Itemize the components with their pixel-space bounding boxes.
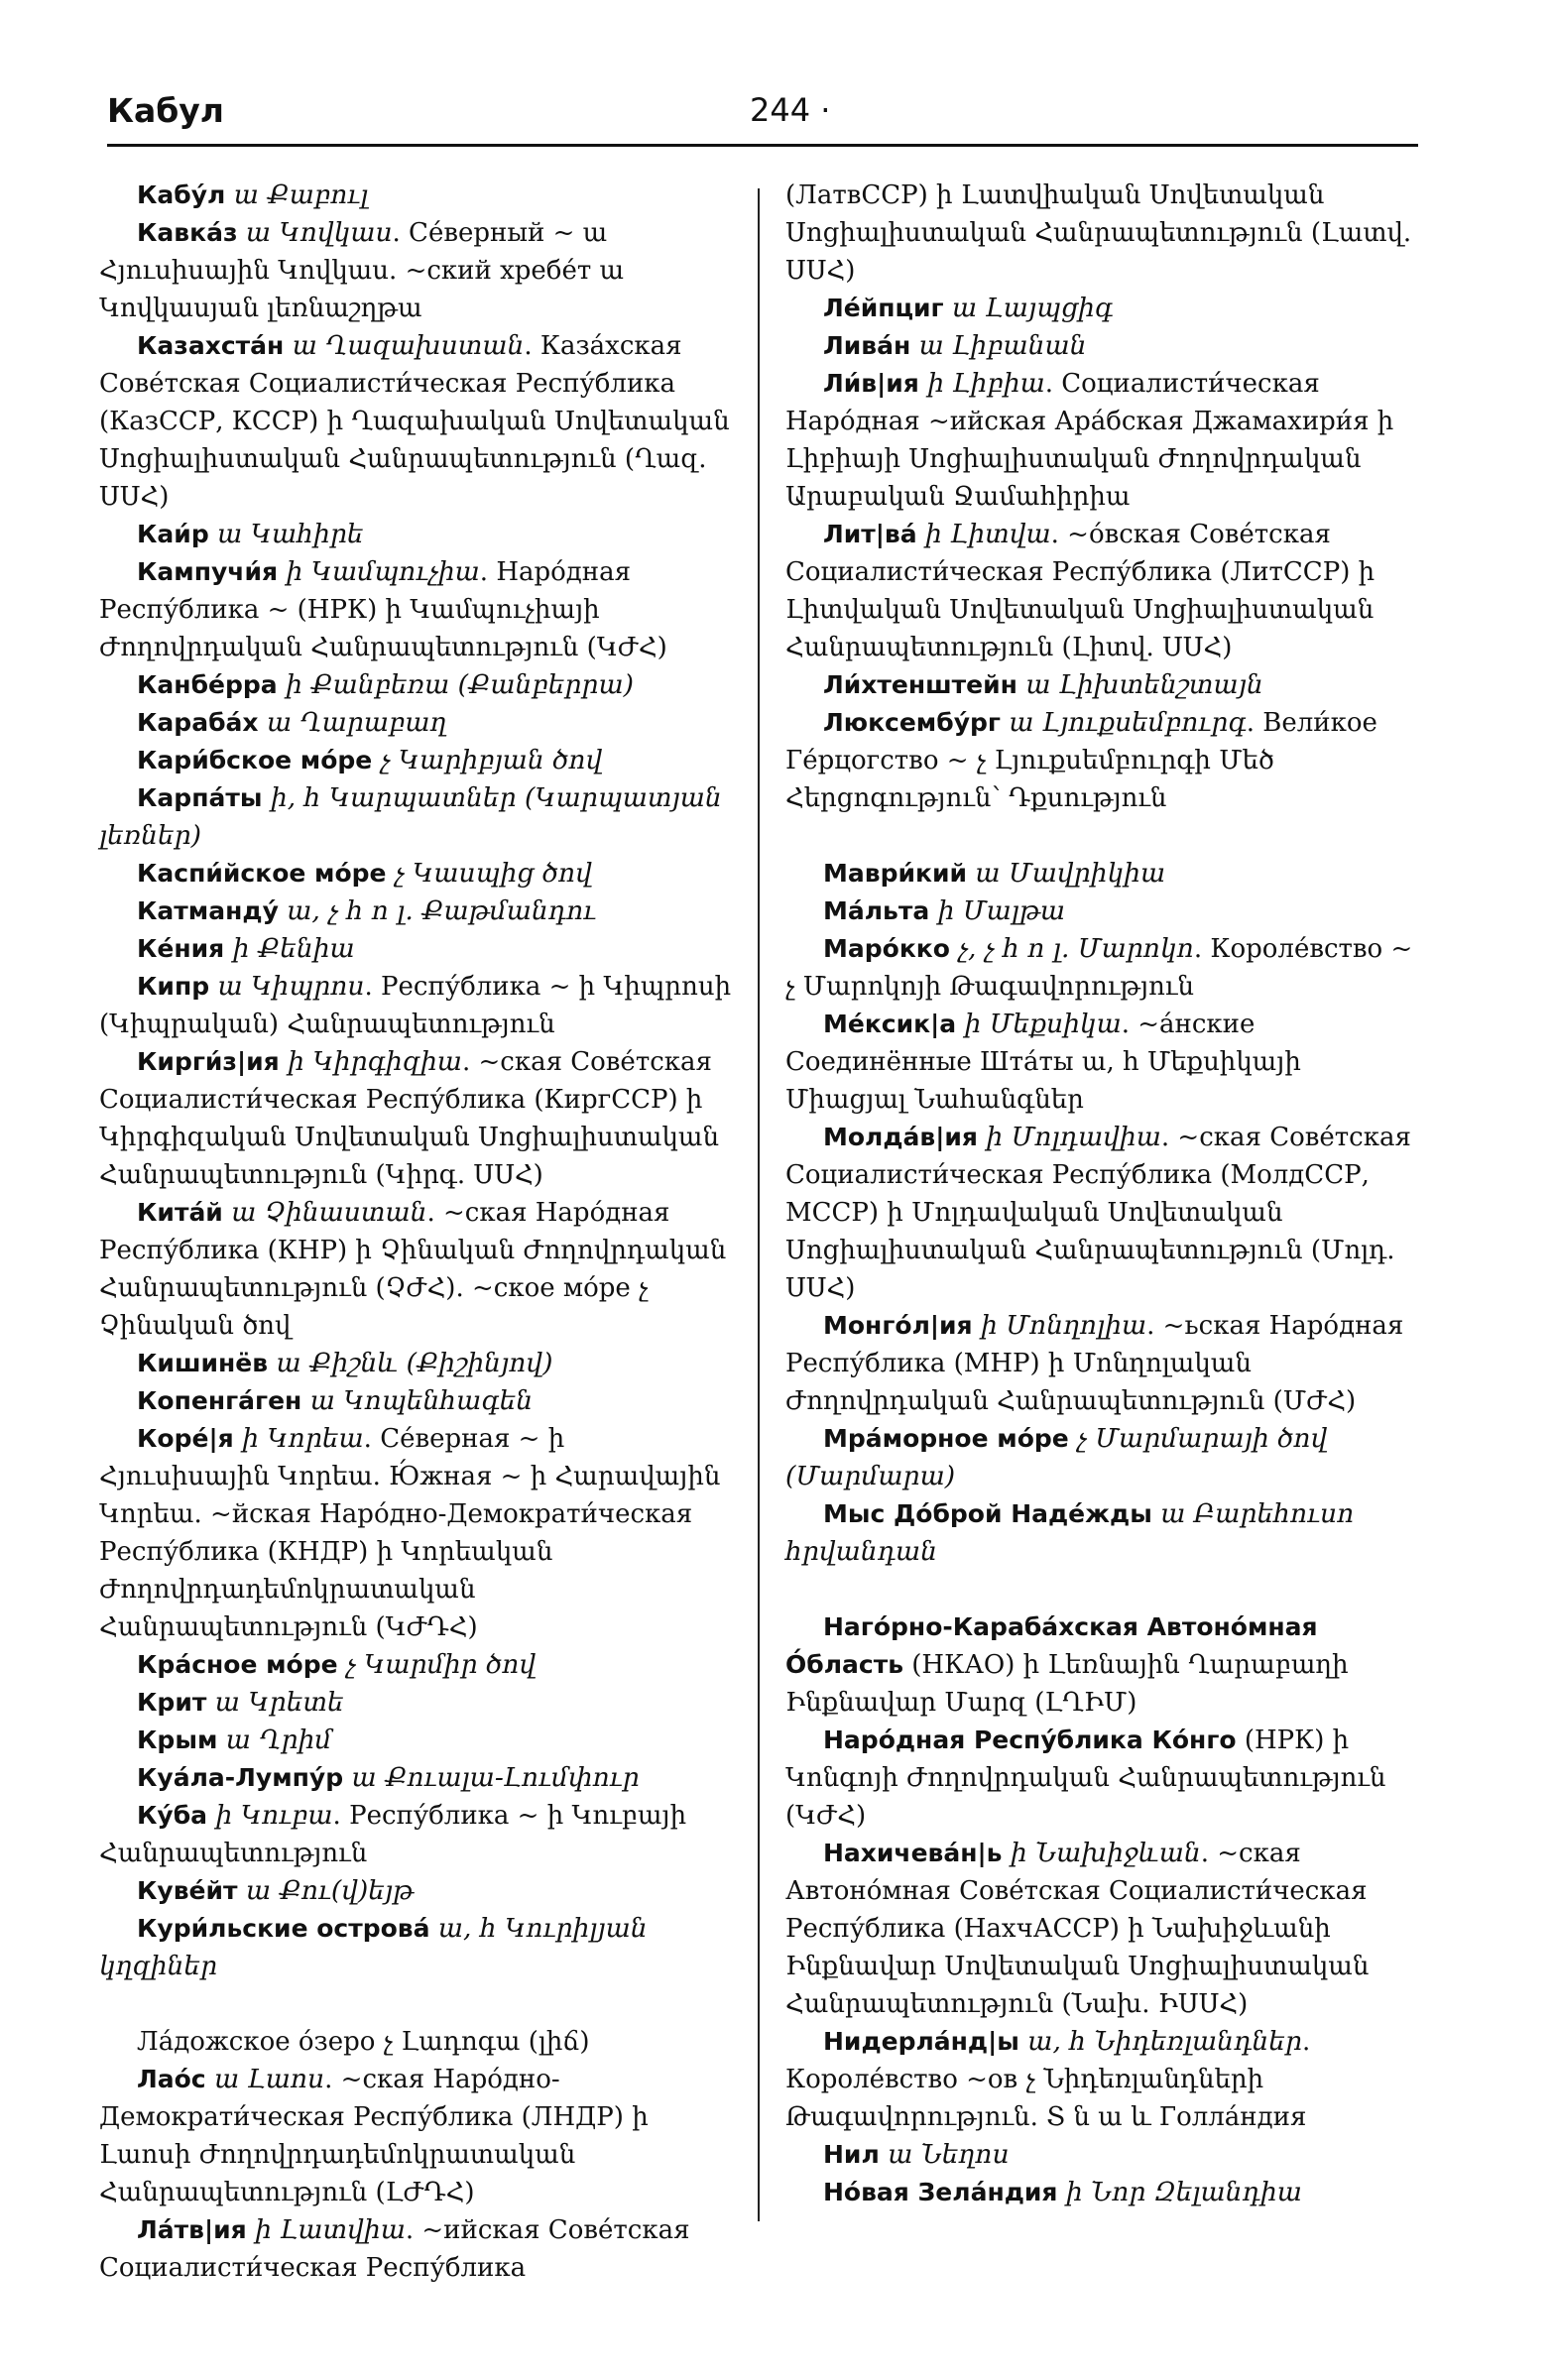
entry-translation: ա Բարեհուսո հրվանդան (785, 1498, 1355, 1567)
page-header (107, 91, 1416, 137)
entry-phrase: (ЛатвССР) ի Լատվիական Սովետական Սոցիալիստական Հանրապետություն (Լատվ. ՍՍՀ) (785, 180, 1412, 286)
dictionary-entry (99, 516, 734, 553)
dictionary-entry (785, 2174, 1420, 2211)
entry-translation: չ Կարմիր ծով (337, 1649, 537, 1680)
entry-translation: ա Քուալա-Լումփուր (343, 1762, 640, 1793)
entry-translation: ա Լայպցիգ (943, 293, 1114, 323)
entry-translation: ի Լատվիա (246, 2214, 406, 2245)
entry-translation: ի Քանբեռա (Քանբերրա) (277, 669, 634, 700)
entry-phrase: . Наро́дная Респу́блика ~ (НРК) ի Կամպուչիայի Ժողովրդական Հանրապետություն (ԿԺՀ) (99, 557, 667, 662)
entry-translation: ա Կովկաս (237, 217, 393, 248)
entry-phrase: . Вели́кое Ге́рцогство ~ չ Լյուքսեմբուրգի Մեծ Հերցոգություն՝ Դքսություն (785, 708, 1377, 813)
left-column (99, 177, 734, 2287)
entry-translation: ի Քենիա (224, 933, 355, 964)
dictionary-entry (785, 930, 1420, 1006)
entry-phrase: (НКАО) ի Լեռնային Ղարաբաղի Ինքնավար Մարզ (ԼՂԻՄ) (785, 1650, 1349, 1718)
dictionary-entry (99, 1797, 734, 1872)
dictionary-entry (99, 1382, 734, 1420)
dictionary-entry (785, 365, 1420, 516)
entry-phrase: . ~а́нские Соединённые Шта́ты ա, հ Մեքսիկայի Միացյալ Նահանգներ (785, 1010, 1301, 1115)
entry-headword: Ле́йпциг (823, 294, 944, 322)
dictionary-entry (785, 2136, 1420, 2174)
entry-headword: Монго́л|ия (823, 1311, 973, 1340)
dictionary-entry (99, 1684, 734, 1722)
entry-translation: ա Կոպենհագեն (301, 1385, 534, 1416)
entry-translation: ա Կահիրե (208, 519, 364, 549)
entry-headword: Люксембу́рг (823, 708, 1001, 737)
entry-headword: Катманду́ (137, 896, 279, 925)
dictionary-entry (785, 1006, 1420, 1119)
dictionary-entry (785, 290, 1420, 327)
entry-translation: ի Մալթա (929, 895, 1065, 926)
entry-headword: Ма́льта (823, 896, 930, 925)
entry-headword: Кирги́з|ия (137, 1047, 280, 1076)
dictionary-entry (99, 2061, 734, 2211)
entry-translation: ի, հ Կարպատներ (Կարպատյան լեռներ) (99, 782, 722, 851)
dictionary-entry (99, 1759, 734, 1797)
entry-headword: Кури́льские острова́ (137, 1914, 430, 1943)
entry-translation: ա Քաբուլ (225, 179, 369, 210)
entry-translation: ա Մավրիկիա (966, 858, 1166, 889)
dictionary-entry (99, 1420, 734, 1646)
entry-phrase: Ла́дожское о́зеро չ Լադոգա (լիճ) (137, 2027, 590, 2057)
entry-phrase: . Каза́хская Сове́тская Социалисти́ческая Респу́блика (КазССР, КССР) ի Ղազախական Սովետական Սոցիալիստական Հանրապետություն (Ղազ. ՍՍՀ) (99, 331, 730, 512)
entry-translation: ա Լիբանան (910, 330, 1087, 361)
dictionary-entry (785, 177, 1420, 290)
entry-headword: Ке́ния (137, 934, 225, 963)
entry-headword: Лао́с (137, 2065, 206, 2093)
entry-headword: Наго́рно-Караба́хская Автоно́мная О́бласть (785, 1612, 1318, 1679)
dictionary-entry (785, 1420, 1420, 1495)
entry-phrase: . ~ская Автоно́мная Сове́тская Социалисти́ческая Респу́блика (НахчАССР) ի Նախիջևանի Ինքնավար Սովետական Սոցիալիստական Հանրապետություն (Նախ. ԻՍՍՀ) (785, 1839, 1370, 2019)
entry-headword: Кита́й (137, 1198, 223, 1227)
entry-headword: Крым (137, 1726, 218, 1754)
dictionary-entry (99, 553, 734, 666)
entry-phrase: . Се́верный ~ ա Հյուսիսային Կովկաս. ~ский хребе́т ա Կովկասյան լեռնաշղթա (99, 218, 625, 323)
entry-phrase: . Короле́вство ~ չ Մարոկոյի Թագավորություն (785, 934, 1413, 1002)
entry-headword: Ку́ба (137, 1801, 208, 1830)
entry-translation: ա, հ Նիդեռլանդներ (1018, 2026, 1302, 2057)
entry-headword: Маро́кко (823, 934, 950, 963)
dictionary-entry (99, 1043, 734, 1194)
entry-phrase: . Социалисти́ческая Наро́дная ~ийская Ара́бская Джамахири́я ի Լիբիայի Սոցիալիստական Ժողովրդական Արաբական Ջամահիրիա (785, 369, 1394, 512)
dictionary-entry (99, 1722, 734, 1759)
entry-headword: Ли́хтенштейн (823, 670, 1017, 699)
entry-translation: ա Լաոս (205, 2064, 325, 2094)
entry-headword: Нахичева́н|ь (823, 1839, 1003, 1867)
entry-headword: Лит|ва́ (823, 520, 917, 548)
entry-phrase: . ~ская Наро́дная Респу́блика (КНР) ի Չինական Ժողովրդական Հանրապետություն (ՉԺՀ). ~ское мо́ре չ Չինական ծով (99, 1198, 727, 1341)
entry-headword: Кра́сное мо́ре (137, 1650, 338, 1679)
entry-translation: ա, հ Կուրիլյան կղզիներ (99, 1913, 648, 1981)
dictionary-entry (99, 2211, 734, 2287)
dictionary-entry (99, 214, 734, 327)
dictionary-entry (99, 704, 734, 742)
entry-headword: Нидерла́нд|ы (823, 2027, 1019, 2056)
dictionary-entry (99, 327, 734, 516)
entry-translation: ա Կրետե (206, 1687, 344, 1718)
entry-translation: չ Մարմարայի ծով (Մարմարա) (785, 1423, 1328, 1491)
entry-translation: ի Մոլդավիա (977, 1122, 1161, 1152)
entry-phrase: . ~о́вская Сове́тская Социалисти́ческая Респу́блика (ЛитССР) ի Լիտվական Սովետական Սոցիալիստական Հանրապետություն (Լիտվ. ՍՍՀ) (785, 520, 1376, 662)
entry-headword: Канбе́рра (137, 670, 278, 699)
dictionary-entry (99, 177, 734, 214)
dictionary-entry (785, 855, 1420, 892)
entry-translation: ա Ղարաբաղ (258, 707, 447, 738)
page-number: 244 · (750, 91, 831, 129)
dictionary-entry (99, 742, 734, 779)
entry-headword: Кишинёв (137, 1349, 269, 1377)
entry-headword: Ме́ксик|а (823, 1010, 957, 1038)
dictionary-entry (785, 1608, 1420, 1722)
right-column (785, 177, 1420, 2211)
entry-translation: ի Նոր Զելանդիա (1057, 2177, 1302, 2207)
entry-headword: Мыс До́брой Наде́жды (823, 1499, 1152, 1528)
entry-headword: Казахста́н (137, 331, 285, 360)
entry-translation: ի Լիտվա (916, 519, 1051, 549)
dictionary-entry (99, 1646, 734, 1684)
entry-headword: Нил (823, 2140, 880, 2169)
entry-translation: ա Կիպրոս (209, 971, 365, 1002)
entry-translation: ա, չ հ ո լ. Քաթմանդու (278, 895, 597, 926)
section-gap (785, 817, 1420, 855)
entry-headword: Ли́в|ия (823, 369, 919, 398)
dictionary-entry (99, 855, 734, 892)
entry-translation: չ Կարիբյան ծով (372, 745, 603, 775)
entry-headword: Каспи́йское мо́ре (137, 859, 387, 888)
entry-phrase: (НРК) ի Կոնգոյի Ժողովրդական Հանրապետություն (ԿԺՀ) (785, 1726, 1386, 1831)
entry-phrase: . ~ьская Наро́дная Респу́блика (МНР) ի Մոնղոլական Ժողովրդական Հանրապետություն (ՄԺՀ) (785, 1311, 1404, 1416)
dictionary-entry (99, 1872, 734, 1910)
dictionary-entry (99, 1345, 734, 1382)
entry-headword: Кавка́з (137, 218, 238, 247)
entry-translation: չ Կասպից ծով (386, 858, 592, 889)
entry-headword: Каи́р (137, 520, 209, 548)
dictionary-entry (785, 1495, 1420, 1571)
entry-translation: ի Նախիջևան (1002, 1838, 1201, 1868)
entry-translation: ա Չինաստան (222, 1197, 427, 1228)
entry-headword: Копенга́ген (137, 1386, 302, 1415)
entry-translation: ի Կուբա (207, 1800, 333, 1831)
entry-translation: ա Լիխտենշտայն (1017, 669, 1263, 700)
dictionary-entry (785, 666, 1420, 704)
entry-headword: Кипр (137, 972, 210, 1001)
entry-phrase: . ~ийская Сове́тская Социалисти́ческая Респу́блика (99, 2215, 690, 2283)
dictionary-entry (785, 516, 1420, 666)
dictionary-entry (785, 1835, 1420, 2023)
entry-translation: ի Կամպուչիա (278, 556, 480, 587)
entry-headword: Лива́н (823, 331, 911, 360)
header-rule (107, 144, 1418, 147)
entry-translation: ա Քիշնև (Քիշինյով) (268, 1348, 553, 1378)
dictionary-entry (99, 1194, 734, 1345)
entry-headword: Кабу́л (137, 180, 226, 209)
entry-translation: ա Նեղոս (879, 2139, 1010, 2170)
entry-translation: ա Ղրիմ (217, 1725, 332, 1755)
entry-headword: Крит (137, 1688, 207, 1717)
dictionary-entry (785, 704, 1420, 817)
entry-headword: Кампучи́я (137, 557, 279, 586)
entry-translation: ի Կիրգիզիա (279, 1046, 462, 1077)
dictionary-entry (99, 1910, 734, 1985)
section-gap (785, 1571, 1420, 1608)
entry-headword: Мра́морное мо́ре (823, 1424, 1069, 1453)
dictionary-entry (785, 892, 1420, 930)
entry-headword: Ла́тв|ия (137, 2215, 247, 2244)
entry-headword: Куве́йт (137, 1876, 238, 1905)
entry-phrase: . ~ская Сове́тская Социалисти́ческая Респу́блика (МолдССР, МССР) ի Մոլդավական Սովետական Սոցիալիստական Հանրապետություն (Մոլդ. ՍՍՀ) (785, 1123, 1411, 1303)
dictionary-entry (99, 968, 734, 1043)
entry-translation: ի Մոնղոլիա (972, 1310, 1147, 1341)
dictionary-entry (785, 1307, 1420, 1420)
entry-phrase: . Респу́блика ~ ի Կիպրոսի (Կիպրական) Հանրապետություն (99, 972, 732, 1039)
running-head: Кабул (107, 91, 224, 130)
entry-phrase: . Респу́блика ~ ի Կուբայի Հանրապետություն (99, 1801, 687, 1868)
entry-phrase: . Короле́вство ~ов չ Նիդեռլանդների Թագավորություն. Տ ն ա և Голла́ндия (785, 2027, 1311, 2132)
entry-headword: Кари́бское мо́ре (137, 746, 373, 774)
entry-headword: Наро́дная Респу́блика Ко́нго (823, 1726, 1237, 1754)
dictionary-entry (99, 2023, 734, 2061)
entry-headword: Но́вая Зела́ндия (823, 2178, 1058, 2206)
entry-translation: ի Լիբիա (918, 368, 1045, 399)
entry-translation: ի Կորեա (233, 1423, 364, 1454)
entry-headword: Молда́в|ия (823, 1123, 978, 1151)
dictionary-entry (785, 1722, 1420, 1835)
dictionary-entry (99, 779, 734, 855)
dictionary-entry (99, 666, 734, 704)
dictionary-entry (99, 892, 734, 930)
entry-headword: Маври́кий (823, 859, 967, 888)
entry-headword: Коре́|я (137, 1424, 234, 1453)
entry-translation: չ, չ հ ո լ. Մարոկո (949, 933, 1194, 964)
entry-headword: Куа́ла-Лумпу́р (137, 1763, 344, 1792)
dictionary-entry (785, 2023, 1420, 2136)
entry-translation: ա Քու(վ)եյթ (237, 1875, 415, 1906)
dictionary-entry (785, 1119, 1420, 1307)
entry-phrase: . Се́верная ~ ի Հյուսիսային Կորեա. Ю́жная ~ ի Հարավային Կորեա. ~йская Наро́дно-Демократи́ческая Респу́блика (КНДР) ի Կորեական Ժողովրդադեմոկրատական Հանրապետություն (ԿԺԴՀ) (99, 1424, 721, 1642)
entry-phrase: . ~ская Наро́дно-Демократи́ческая Респу́блика (ЛНДР) ի Լաոսի Ժողովրդադեմոկրատական Հանրապետություն (ԼԺԴՀ) (99, 2065, 649, 2207)
entry-translation: ա Լյուքսեմբուրգ (1000, 707, 1247, 738)
entry-translation: ի Մեքսիկա (956, 1009, 1122, 1039)
entry-phrase: . ~ская Сове́тская Социалисти́ческая Респу́блика (КиргССР) ի Կիրգիզական Սովետական Սոցիալիստական Հանրապետություն (Կիրգ. ՍՍՀ) (99, 1047, 720, 1190)
section-gap (99, 1985, 734, 2023)
dictionary-entry (785, 327, 1420, 365)
dictionary-entry (99, 930, 734, 968)
column-divider (758, 188, 760, 2221)
entry-translation: ա Ղազախստան (284, 330, 525, 361)
entry-headword: Караба́х (137, 708, 259, 737)
entry-headword: Карпа́ты (137, 783, 263, 812)
